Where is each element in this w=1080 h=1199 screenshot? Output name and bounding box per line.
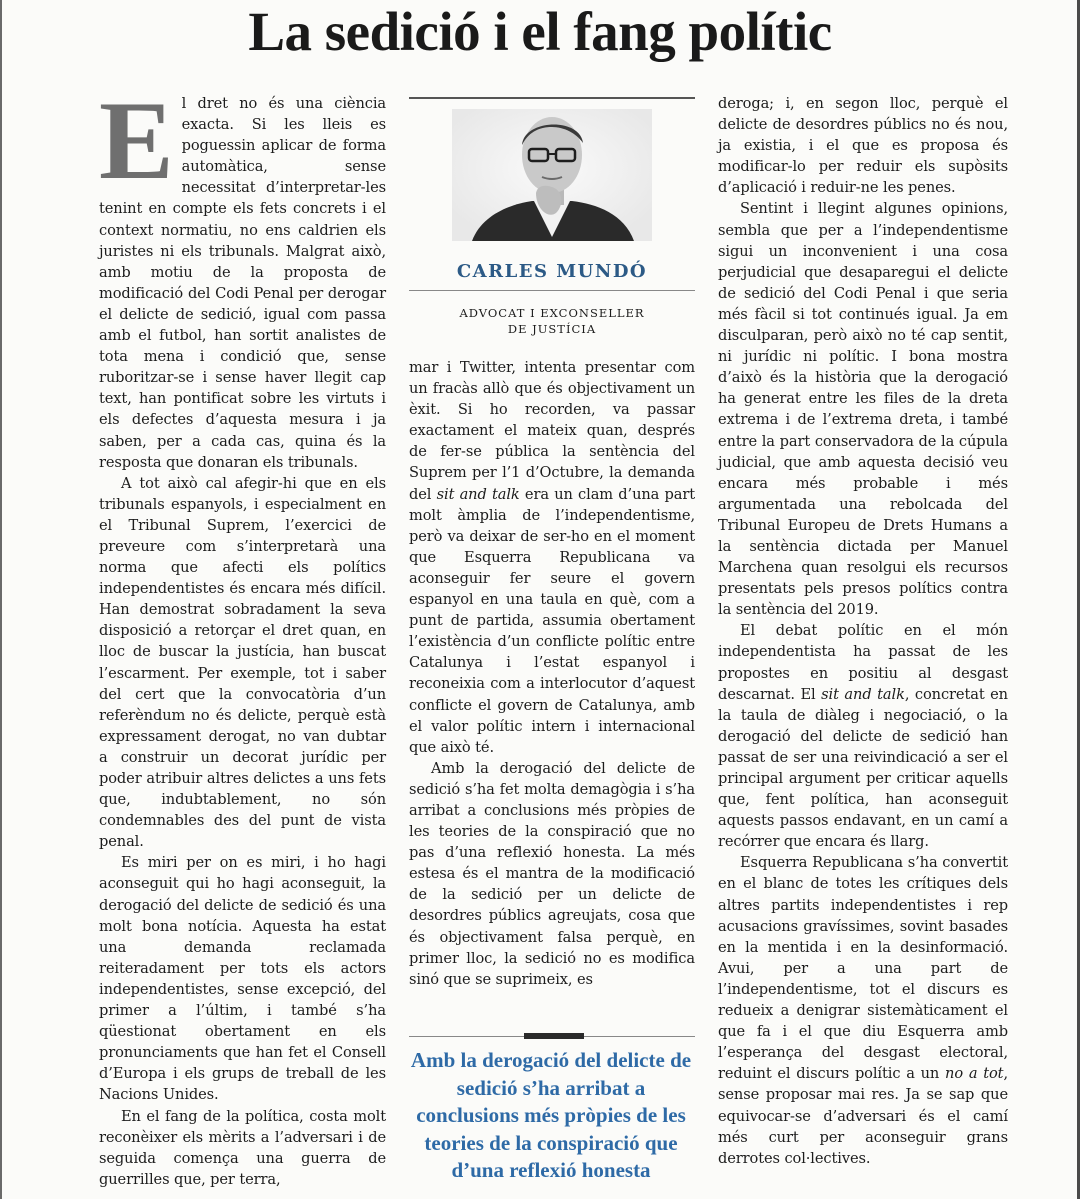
pull-quote-marker <box>524 1033 584 1039</box>
article-paragraph: El debat polític en el món independentista ha passat de les propostes en positiu al desgast descarnat. El sit and talk, concretat en la taula de diàleg i negociació, o la derogació del delicte de sedició han passat de ser una reivindicació a ser el principal argument per criticar aquells que, fent política, han aconseguit aquests passos endavant, en un camí a recórrer que encara és llarg. <box>718 622 1008 851</box>
author-role: ADVOCAT I EXCONSELLER DE JUSTÍCIA <box>459 306 645 336</box>
article-paragraph: Sentint i llegint algunes opinions, sembla que per a l’independentisme sigui un inconvenient i una cosa perjudicial que desaparegui el delicte de sedició del Codi Penal i que seria més fàcil si tot continués igual. Ja em disculparan, però això no té cap sentit, ni jurídic ni polític. I bona mostra d’això és la història que la derogació ha generat entre les files de la dreta extrema i de l’extrema dreta, i també entre la part conservadora de la cúpula judicial, que amb aquesta decisió veu encara més probable i més argumentada una rebolcada del Tribunal Europeu de Drets Humans a la sentència dictada per Manuel Marchena quan resolgui els recursos presentats pels presos polítics contra la sentència del 2019. <box>718 200 1008 619</box>
article-column-3 <box>718 93 1008 1169</box>
article-column-2 <box>409 357 695 990</box>
author-portrait <box>452 109 652 241</box>
author-box <box>409 97 695 337</box>
article-paragraph: En el fang de la política, costa molt reconèixer els mèrits a l’adversari i de seguida comença una guerra de guerrilles que, per terra, <box>99 1107 386 1188</box>
article-paragraph: Es miri per on es miri, i ho hagi aconseguit qui ho hagi aconseguit, la derogació del delicte de sedició és una molt bona notícia. Aquesta ha estat una demanda reclamada reiteradament per tots els actors independentistes, sense excepció, del primer a l’últim, i també s’ha qüestionat obertament en els pronunciaments que han fet el Consell d’Europa i els grups de treball de les Nacions Unides. <box>99 854 386 1104</box>
drop-cap: E <box>99 79 174 203</box>
portrait-image <box>452 109 652 241</box>
article-paragraph: Amb la derogació del delicte de sedició s’ha fet molta demagògia i s’ha arribat a conclusions més pròpies de les teories de la conspiració que no pas d’una reflexió honesta. La més estesa és el mantra de la modificació de la sedició per un delicte de desordres públics agreujats, cosa que és objectivament falsa perquè, en primer lloc, la sedició no es modifica sinó que se suprimeix, es <box>409 759 695 988</box>
article-paragraph: mar i Twitter, intenta presentar com un fracàs allò que és objectivament un èxit. Si ho recorden, va passar exactament el mateix quan, després de fer-se pública la sentència del Suprem per l’1 d’Octubre, la demanda del sit and talk era un clam d’una part molt àmplia de l’independentisme, però va deixar de ser-ho en el moment que Esquerra Republicana va aconseguir fer seure el govern espanyol en una taula en què, com a punt de partida, assumia obertament l’existència d’un conflicte polític entre Catalunya i l’estat espanyol i reconeixia com a interlocutor d’aquest conflicte el govern de Catalunya, amb el valor polític intern i internacional que això té. <box>409 359 696 756</box>
article-paragraph: El dret no és una ciència exacta. Si les lleis es poguessin aplicar de forma automàtica, sense necessitat d’interpretar-les tenint en compte els fets concrets i el context normatiu, no ens caldrien els juristes ni els tribunals. Malgrat això, amb motiu de la proposta de modificació del Codi Penal per derogar el delicte de sedició, igual com passa amb el futbol, han sortit analistes de tota mena i condició que, sense ruboritzar-se i sense haver llegit cap text, han pontificat sobre les virtuts i els defectes d’aquesta mesura i ja saben, per a cada cas, quina és la resposta que donaran els tribunals. <box>99 79 386 471</box>
author-name: CARLES MUNDÓ <box>456 261 648 282</box>
article-paragraph: Esquerra Republicana s’ha convertit en el blanc de totes les crítiques dels altres partits independentistes i rep acusacions gravíssimes, sovint basades en la mentida i en la desinformació. Avui, per a una part de l’independentisme, tot el discurs es redueix a denigrar sistemàticament el que fa i el que diu Esquerra amb l’esperança del desgast electoral, reduint el discurs polític a un no a tot, sense proposar mai res. Ja se sap que equivocar-se d’adversari és el camí més curt per aconseguir grans derrotes col·lectives. <box>718 854 1008 1167</box>
author-top-rule <box>409 97 695 99</box>
article-paragraph: deroga; i, en segon lloc, perquè el delicte de desordres públics no és nou, ja existia, i el que es proposa és modificar-lo per reduir els supòsits d’aplicació i reduir-ne les penes. <box>718 95 1008 197</box>
article-headline: La sedició i el fang polític <box>248 1 832 62</box>
article-column-1 <box>99 79 386 1190</box>
article-paragraph: A tot això cal afegir-hi que en els tribunals espanyols, i especialment en el Tribunal Suprem, l’exercici de preveure com s’interpretarà una norma que afecti els polítics independentistes és encara més difícil. Han demostrat sobradament la seva disposició a retorçar el dret quan, en lloc de buscar la justícia, han buscat l’escarment. Per exemple, tot i saber del cert que la convocatòria d’un referèndum no és delicte, perquè està expressament derogat, no van dubtar a construir un decorat jurídic per poder atribuir altres delictes a uns fets que, indubtablement, no són condemnables des del punt de vista penal. <box>99 474 386 851</box>
author-rule <box>409 290 695 291</box>
pull-quote: Amb la derogació del delicte de sedició s’ha arribat a conclusions més pròpies de les teories de la conspiració que d’una reflexió honesta <box>410 1048 692 1182</box>
page-left-edge <box>0 0 2 1199</box>
